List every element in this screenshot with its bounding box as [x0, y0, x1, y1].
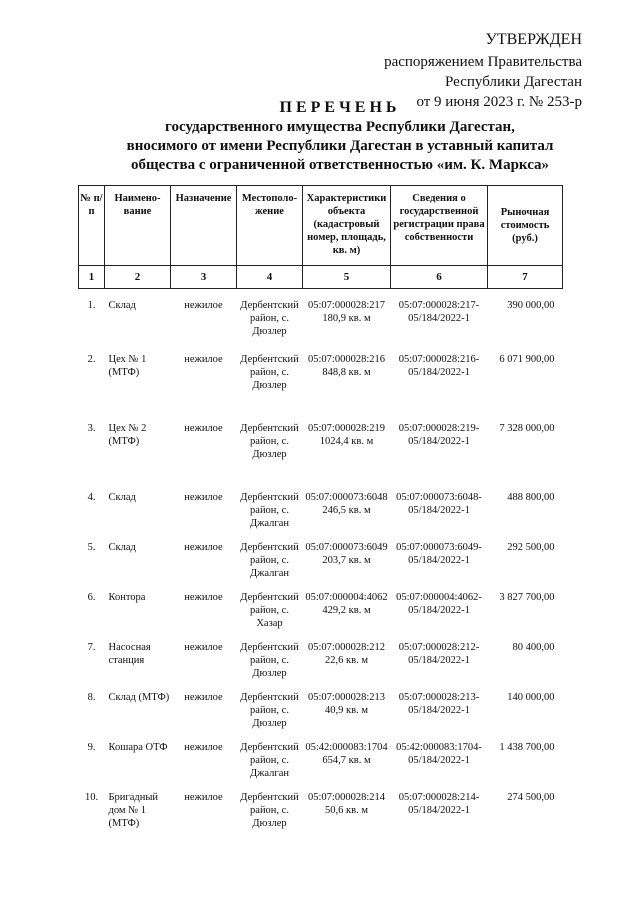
document-title: ПЕРЕЧЕНЬ	[279, 99, 401, 116]
row-purpose: нежилое	[184, 692, 223, 703]
approval-line-3: от 9 июня 2023 г. № 253-р	[416, 94, 582, 110]
column-number: 5	[303, 266, 391, 289]
table-row	[79, 289, 563, 344]
row-characteristics	[303, 631, 391, 681]
column-number: 2	[105, 266, 171, 289]
row-number: 2.	[87, 354, 96, 365]
row-price: 6 071 900,00	[499, 354, 555, 365]
row-cadastral: 05:07:000028:213	[307, 692, 385, 703]
row-number: 8.	[87, 692, 96, 703]
row-registration-line-2: 05/184/2022-1	[408, 313, 470, 324]
row-characteristics	[303, 481, 391, 531]
row-registration	[391, 631, 488, 681]
row-number: 4.	[87, 492, 96, 503]
row-cadastral: 05:07:000073:6049	[305, 542, 388, 553]
row-name: Бригадный дом № 1 (МТФ)	[108, 792, 159, 829]
row-registration-line-1: 05:07:000073:6048-	[396, 492, 482, 503]
row-area: 429,2 кв. м	[322, 605, 371, 616]
row-cadastral: 05:42:000083:1704	[305, 742, 388, 753]
column-number: 3	[171, 266, 237, 289]
row-location: Дербентский район, с. Джалган	[240, 742, 299, 779]
row-purpose: нежилое	[184, 492, 223, 503]
row-purpose: нежилое	[184, 354, 223, 365]
row-location: Дербентский район, с. Хазар	[240, 592, 299, 629]
table-row	[79, 781, 563, 831]
column-number: 7	[488, 266, 563, 289]
row-area: 848,8 кв. м	[322, 367, 371, 378]
row-registration-line-1: 05:07:000028:216-	[398, 354, 480, 365]
row-registration-line-2: 05/184/2022-1	[408, 755, 470, 766]
row-registration-line-1: 05:07:000028:213-	[398, 692, 480, 703]
row-name: Кошара ОТФ	[108, 742, 168, 753]
row-price: 80 400,00	[512, 642, 555, 653]
row-number: 9.	[87, 742, 96, 753]
row-area: 50,6 кв. м	[325, 805, 368, 816]
row-characteristics	[303, 289, 391, 344]
row-cadastral: 05:07:000028:214	[307, 792, 385, 803]
row-price: 140 000,00	[507, 692, 555, 703]
row-number: 1.	[87, 300, 96, 311]
row-registration-line-2: 05/184/2022-1	[408, 367, 470, 378]
row-registration-line-1: 05:07:000028:214-	[398, 792, 480, 803]
row-registration-line-1: 05:07:000004:4062-	[396, 592, 482, 603]
column-number: 1	[79, 266, 105, 289]
row-characteristics	[303, 681, 391, 731]
row-registration	[391, 343, 488, 412]
row-registration-line-1: 05:42:000083:1704-	[396, 742, 482, 753]
row-price: 7 328 000,00	[499, 423, 555, 434]
row-price: 488 800,00	[507, 492, 555, 503]
table-body	[79, 289, 563, 832]
row-area: 203,7 кв. м	[322, 555, 371, 566]
table-row	[79, 481, 563, 531]
row-price: 274 500,00	[507, 792, 555, 803]
row-registration-line-1: 05:07:000028:217-	[398, 300, 480, 311]
row-area: 654,7 кв. м	[322, 755, 371, 766]
header-characteristics: Характеристики объекта (кадастровый номер, площадь, кв. м)	[303, 186, 391, 266]
row-area: 1024,4 кв. м	[319, 436, 374, 447]
row-price: 1 438 700,00	[499, 742, 555, 753]
header-market-value: Рыночная стоимость (руб.)	[488, 186, 563, 266]
row-location: Дербентский район, с. Дюзлер	[240, 792, 299, 829]
row-cadastral: 05:07:000028:216	[307, 354, 385, 365]
row-area: 22,6 кв. м	[325, 655, 368, 666]
header-name: Наимено-вание	[105, 186, 171, 266]
row-characteristics	[303, 781, 391, 831]
row-cadastral: 05:07:000028:212	[307, 642, 385, 653]
table-row	[79, 731, 563, 781]
header-row	[79, 186, 563, 266]
row-area: 40,9 кв. м	[325, 705, 368, 716]
row-location: Дербентский район, с. Дюзлер	[240, 642, 299, 679]
row-price: 3 827 700,00	[499, 592, 555, 603]
row-cadastral: 05:07:000028:217	[307, 300, 385, 311]
row-number: 6.	[87, 592, 96, 603]
row-purpose: нежилое	[184, 642, 223, 653]
row-characteristics	[303, 581, 391, 631]
row-area: 180,9 кв. м	[322, 313, 371, 324]
row-characteristics	[303, 731, 391, 781]
header-number: № п/п	[79, 186, 105, 266]
row-cadastral: 05:07:000028:219	[307, 423, 385, 434]
document-heading	[80, 98, 600, 175]
heading-line-1: государственного имущества Республики Дагестан,	[165, 119, 515, 135]
approval-title: УТВЕРЖДЕН	[485, 31, 582, 48]
row-location: Дербентский район, с. Джалган	[240, 492, 299, 529]
table-row	[79, 531, 563, 581]
row-purpose: нежилое	[184, 300, 223, 311]
row-registration-line-2: 05/184/2022-1	[408, 805, 470, 816]
row-purpose: нежилое	[184, 423, 223, 434]
row-location: Дербентский район, с. Дюзлер	[240, 300, 299, 337]
row-location: Дербентский район, с. Джалган	[240, 542, 299, 579]
row-number: 7.	[87, 642, 96, 653]
row-registration	[391, 581, 488, 631]
row-name: Склад	[108, 300, 136, 311]
row-name: Контора	[108, 592, 146, 603]
row-registration-line-2: 05/184/2022-1	[408, 436, 470, 447]
row-number: 3.	[87, 423, 96, 434]
row-purpose: нежилое	[184, 542, 223, 553]
row-price: 292 500,00	[507, 542, 555, 553]
row-registration	[391, 531, 488, 581]
table-row	[79, 581, 563, 631]
property-table	[78, 185, 563, 831]
row-name: Насосная станция	[108, 642, 151, 666]
row-name: Цех № 2 (МТФ)	[108, 423, 147, 447]
row-cadastral: 05:07:000004:4062	[305, 592, 388, 603]
row-registration	[391, 289, 488, 344]
table-row	[79, 412, 563, 481]
row-characteristics	[303, 343, 391, 412]
row-cadastral: 05:07:000073:6048	[305, 492, 388, 503]
row-registration-line-2: 05/184/2022-1	[408, 555, 470, 566]
column-number: 6	[391, 266, 488, 289]
row-location: Дербентский район, с. Дюзлер	[240, 692, 299, 729]
table-row	[79, 631, 563, 681]
row-purpose: нежилое	[184, 792, 223, 803]
table-row	[79, 681, 563, 731]
row-registration-line-2: 05/184/2022-1	[408, 705, 470, 716]
row-purpose: нежилое	[184, 592, 223, 603]
row-registration-line-2: 05/184/2022-1	[408, 605, 470, 616]
row-registration-line-1: 05:07:000073:6049-	[396, 542, 482, 553]
row-name: Склад (МТФ)	[108, 692, 170, 703]
column-number: 4	[237, 266, 303, 289]
header-location: Местополо-жение	[237, 186, 303, 266]
row-number: 10.	[84, 792, 99, 803]
row-registration-line-1: 05:07:000028:219-	[398, 423, 480, 434]
row-name: Цех № 1 (МТФ)	[108, 354, 147, 378]
row-location: Дербентский район, с. Дюзлер	[240, 354, 299, 391]
row-characteristics	[303, 531, 391, 581]
row-registration-line-1: 05:07:000028:212-	[398, 642, 480, 653]
row-registration	[391, 781, 488, 831]
header-registration: Сведения о государственной регистрации права собственности	[391, 186, 488, 266]
row-registration	[391, 681, 488, 731]
row-registration-line-2: 05/184/2022-1	[408, 505, 470, 516]
row-location: Дербентский район, с. Дюзлер	[240, 423, 299, 460]
row-registration	[391, 412, 488, 481]
row-name: Склад	[108, 492, 136, 503]
row-area: 246,5 кв. м	[322, 505, 371, 516]
row-purpose: нежилое	[184, 742, 223, 753]
row-name: Склад	[108, 542, 136, 553]
row-registration	[391, 731, 488, 781]
heading-line-2: вносимого от имени Республики Дагестан в уставный капитал	[126, 138, 554, 154]
header-purpose: Назначение	[171, 186, 237, 266]
row-price: 390 000,00	[507, 300, 555, 311]
column-number-row	[79, 266, 563, 289]
approval-line-1: распоряжением Правительства	[384, 54, 582, 70]
approval-line-2: Республики Дагестан	[445, 74, 582, 90]
row-registration-line-2: 05/184/2022-1	[408, 655, 470, 666]
heading-line-3: общества с ограниченной ответственностью «им. К. Маркса»	[130, 157, 550, 173]
row-characteristics	[303, 412, 391, 481]
row-registration	[391, 481, 488, 531]
table-row	[79, 343, 563, 412]
row-number: 5.	[87, 542, 96, 553]
